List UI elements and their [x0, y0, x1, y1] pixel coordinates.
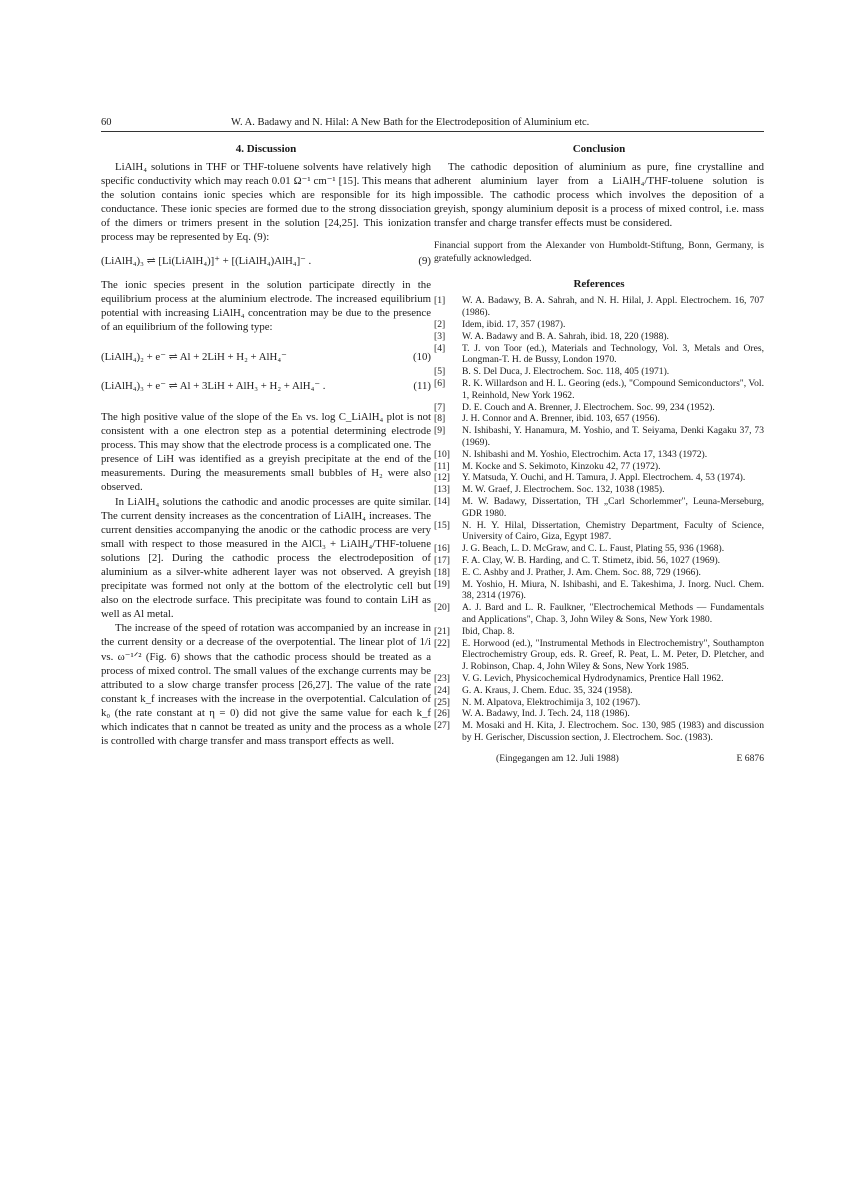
reference-text: N. H. Y. Hilal, Dissertation, Chemistry Department, Faculty of Science, University of Cairo, Giza, Egypt 1987.: [462, 519, 764, 543]
reference-number: [2]: [434, 319, 446, 331]
reference-number: [14]: [434, 496, 450, 508]
reference-item: [434, 567, 764, 579]
reference-number: [6]: [434, 378, 446, 390]
reference-item: [434, 413, 764, 425]
discussion-title: 4. Discussion: [235, 143, 297, 155]
reference-text: J. H. Connor and A. Brenner, ibid. 103, 657 (1956).: [462, 413, 660, 425]
reference-text: B. S. Del Duca, J. Electrochem. Soc. 118, 405 (1971).: [462, 366, 670, 378]
reference-item: [434, 673, 764, 685]
reference-text: W. A. Badawy, B. A. Sahrah, and N. H. Hilal, J. Appl. Electrochem. 16, 707 (1986).: [462, 295, 764, 319]
reference-text: M. Kocke and S. Sekimoto, Kinzoku 42, 77 (1972).: [462, 460, 661, 472]
equation-10-number: (10): [413, 350, 431, 363]
page-header: [101, 116, 764, 132]
reference-number: [15]: [434, 519, 450, 531]
reference-item: [434, 697, 764, 709]
left-column: [101, 142, 431, 748]
reference-text: Idem, ibid. 17, 357 (1987).: [462, 319, 566, 331]
header-rule: [101, 131, 764, 132]
reference-text: V. G. Levich, Physicochemical Hydrodynamics, Prentice Hall 1962.: [462, 672, 724, 684]
page-number: 60: [101, 117, 112, 128]
reference-number: [7]: [434, 401, 446, 413]
equation-11: [101, 379, 431, 394]
reference-number: [20]: [434, 602, 450, 614]
reference-item: [434, 425, 764, 449]
reference-item: [434, 720, 764, 744]
reference-item: [434, 602, 764, 626]
reference-number: [13]: [434, 484, 450, 496]
reference-item: [434, 685, 764, 697]
reference-text: R. K. Willardson and H. L. Georing (eds.), "Compound Semiconductors", Vol. 1, Reinhold, New York 1962.: [462, 378, 764, 401]
references-title: References: [573, 278, 625, 291]
reference-item: [434, 626, 764, 638]
references-list: [434, 295, 764, 743]
reference-item: [434, 638, 764, 673]
reference-item: [434, 496, 764, 520]
reference-number: [9]: [434, 425, 446, 437]
reference-text: W. A. Badawy and B. A. Sahrah, ibid. 18, 220 (1988).: [462, 330, 669, 342]
reference-number: [23]: [434, 672, 450, 684]
discussion-paragraph-3: The high positive value of the slope of the Eₕ vs. log C_LiAlH₄ plot is not consistent with a one electron step as a potential determining electrode process. This may show that the electrode process is a complicated one. The presence of LiH was identified as a greyish precipitate at the end of the measurements. During the measurements small bubbles of H₂ were also observed.: [101, 410, 431, 494]
reference-text: D. E. Couch and A. Brenner, J. Electrochem. Soc. 99, 234 (1952).: [462, 401, 715, 413]
reference-number: [16]: [434, 543, 450, 555]
equation-11-number: (11): [413, 379, 431, 392]
reference-text: Y. Matsuda, Y. Ouchi, and H. Tamura, J. Appl. Electrochem. 4, 53 (1974).: [462, 472, 746, 484]
equation-9-expression: (LiAlH₄)₃ ⇌ [Li(LiAlH₄)]⁺ + [(LiAlH₄)AlH₄]⁻ .: [101, 254, 312, 267]
reference-number: [4]: [434, 342, 446, 354]
reference-text: M. Mosaki and H. Kita, J. Electrochem. Soc. 130, 985 (1983) and discussion by H. Gerischer, Discussion section, J. Electrochem. Soc. (1983).: [462, 720, 764, 743]
reference-item: [434, 402, 764, 414]
discussion-paragraph-5: The increase of the speed of rotation was accompanied by an increase in the current density or a decrease of the overpotential. The linear plot of 1/i vs. ω⁻¹ᐟ² (Fig. 6) shows that the cathodic process should be treated as a process of mixed control. The small values of the exchange currents may be attributed to a slow charge transfer process [26,27]. The value of the rate constant k_f increases with the increase in the overpotential. Calculation of k₀ (the rate constant at η = 0) did not give the same value for each k_f which indicates that n cannot be treated as unity and the process as a whole is controlled with charge transfer and mass transport effects as well.: [101, 622, 431, 748]
discussion-paragraph-1: LiAlH₄ solutions in THF or THF-toluene solvents have relatively high specific conductivity which may reach 0.01 Ω⁻¹ cm⁻¹ [15]. This means that the solution contains ionic species which are responsible for its high conductance. These ionic species are formed due to the strong dissociation of the dimers or trimers present in the solution [24,25]. This ionization process may be represented by Eq. (9):: [101, 161, 431, 244]
article-code: E 6876: [736, 752, 764, 764]
equation-10: [101, 350, 431, 365]
reference-text: G. A. Kraus, J. Chem. Educ. 35, 324 (1958).: [462, 684, 633, 696]
reference-text: E. C. Ashby and J. Prather, J. Am. Chem. Soc. 88, 729 (1966).: [462, 566, 701, 578]
equation-9-number: (9): [418, 254, 431, 267]
reference-text: M. W. Graef, J. Electrochem. Soc. 132, 1038 (1985).: [462, 484, 665, 496]
reference-number: [1]: [434, 295, 446, 307]
received-line: [434, 752, 764, 768]
reference-item: [434, 520, 764, 544]
reference-item: [434, 484, 764, 496]
reference-text: M. W. Badawy, Dissertation, TH „Carl Schorlemmer", Leuna-Merseburg, GDR 1980.: [462, 496, 764, 519]
reference-text: N. Ishibashi, Y. Hanamura, M. Yoshio, and T. Seiyama, Denki Kagaku 37, 73 (1969).: [462, 425, 764, 449]
reference-item: [434, 319, 764, 331]
reference-text: A. J. Bard and L. R. Faulkner, "Electrochemical Methods — Fundamentals and Applications", Chap. 3, John Wiley & Sons, New York 1980.: [462, 602, 764, 625]
reference-text: W. A. Badawy, Ind. J. Tech. 24, 118 (1986).: [462, 708, 630, 720]
reference-item: [434, 378, 764, 402]
reference-number: [17]: [434, 555, 450, 566]
equation-10-expression: (LiAlH₄)₂ + e⁻ ⇌ Al + 2LiH + H₂ + AlH₄⁻: [101, 350, 287, 363]
reference-number: [10]: [434, 448, 450, 460]
reference-item: [434, 555, 764, 567]
reference-item: [434, 295, 764, 319]
reference-item: [434, 449, 764, 461]
reference-number: [18]: [434, 566, 450, 578]
reference-number: [27]: [434, 720, 450, 732]
received-date: (Eingegangen am 12. Juli 1988): [496, 752, 619, 764]
reference-number: [11]: [434, 460, 450, 472]
equation-9: [101, 254, 431, 269]
financial-acknowledgment: Financial support from the Alexander von Humboldt-Stiftung, Bonn, Germany, is gratefully acknowledged.: [434, 240, 764, 264]
reference-item: [434, 461, 764, 473]
reference-number: [25]: [434, 696, 450, 708]
reference-item: [434, 708, 764, 720]
equation-11-expression: (LiAlH₄)₃ + e⁻ ⇌ Al + 3LiH + AlH₃ + H₂ + AlH₄⁻ .: [101, 379, 326, 392]
reference-number: [21]: [434, 625, 450, 637]
reference-text: J. G. Beach, L. D. McGraw, and C. L. Faust, Plating 55, 936 (1968).: [462, 543, 725, 555]
reference-item: [434, 472, 764, 484]
reference-text: F. A. Clay, W. B. Harding, and C. T. Stimetz, ibid. 56, 1027 (1969).: [462, 555, 721, 566]
reference-number: [26]: [434, 708, 450, 720]
reference-text: N. M. Alpatova, Elektrochimija 3, 102 (1967).: [462, 696, 641, 708]
reference-number: [24]: [434, 684, 450, 696]
conclusion-title: Conclusion: [572, 143, 626, 155]
reference-number: [12]: [434, 472, 450, 484]
reference-text: N. Ishibashi and M. Yoshio, Electrochim. Acta 17, 1343 (1972).: [462, 448, 708, 460]
discussion-paragraph-2: The ionic species present in the solution participate directly in the equilibrium process at the aluminium electrode. The increased equilibrium potential with increasing LiAlH₄ concentration may be due to the presence of an equilibrium of the following type:: [101, 278, 431, 333]
reference-item: [434, 366, 764, 378]
reference-text: T. J. von Toor (ed.), Materials and Technology, Vol. 3, Metals and Ores, Longman-T. H. de Bussy, London 1970.: [462, 342, 764, 366]
reference-number: [5]: [434, 366, 446, 378]
reference-item: [434, 331, 764, 343]
reference-text: E. Horwood (ed.), "Instrumental Methods in Electrochemistry", Southampton Electrochemistry Group, eds. R. Greef, R. Peat, L. M. Peter, D. Pletcher, and J. Robinson, Chap. 4, John Wiley & Sons, New York 1985.: [462, 637, 764, 673]
conclusion-paragraph: The cathodic deposition of aluminium as pure, fine crystalline and adherent aluminium layer from a LiAlH₄/THF-toluene solution is impossible. The cathodic process which involves the deposition of a greyish, spongy aluminium deposit is a process of mixed control, i.e. mass transfer and charge transfer effects must be considered.: [434, 161, 764, 230]
running-title: W. A. Badawy and N. Hilal: A New Bath for the Electrodeposition of Aluminium etc.: [231, 117, 590, 128]
reference-item: [434, 579, 764, 603]
reference-number: [19]: [434, 578, 450, 590]
right-column: [434, 142, 764, 768]
reference-text: M. Yoshio, H. Miura, N. Ishibashi, and E. Takeshima, J. Inorg. Nucl. Chem. 38, 2314 (1976).: [462, 578, 764, 602]
reference-number: [22]: [434, 637, 450, 649]
reference-item: [434, 543, 764, 555]
reference-text: Ibid, Chap. 8.: [462, 625, 515, 637]
reference-item: [434, 343, 764, 367]
discussion-paragraph-4: In LiAlH₄ solutions the cathodic and anodic processes are quite similar. The current density increases as the concentration of LiAlH₄ increases. The current densities accompanying the anodic or the cathodic process are very small with respect to those measured in the AlCl₃ + LiAlH₄/THF-toluene solutions [2]. During the cathodic process the electrodeposition of aluminium as a silver-white adherent layer was not observed. A greyish precipitate was formed not only at the bottom of the electrolytic cell but also on the electrode surface. This precipitate was found to contain LiH as well as Al metal.: [101, 495, 431, 621]
reference-number: [8]: [434, 413, 446, 425]
reference-number: [3]: [434, 330, 446, 342]
